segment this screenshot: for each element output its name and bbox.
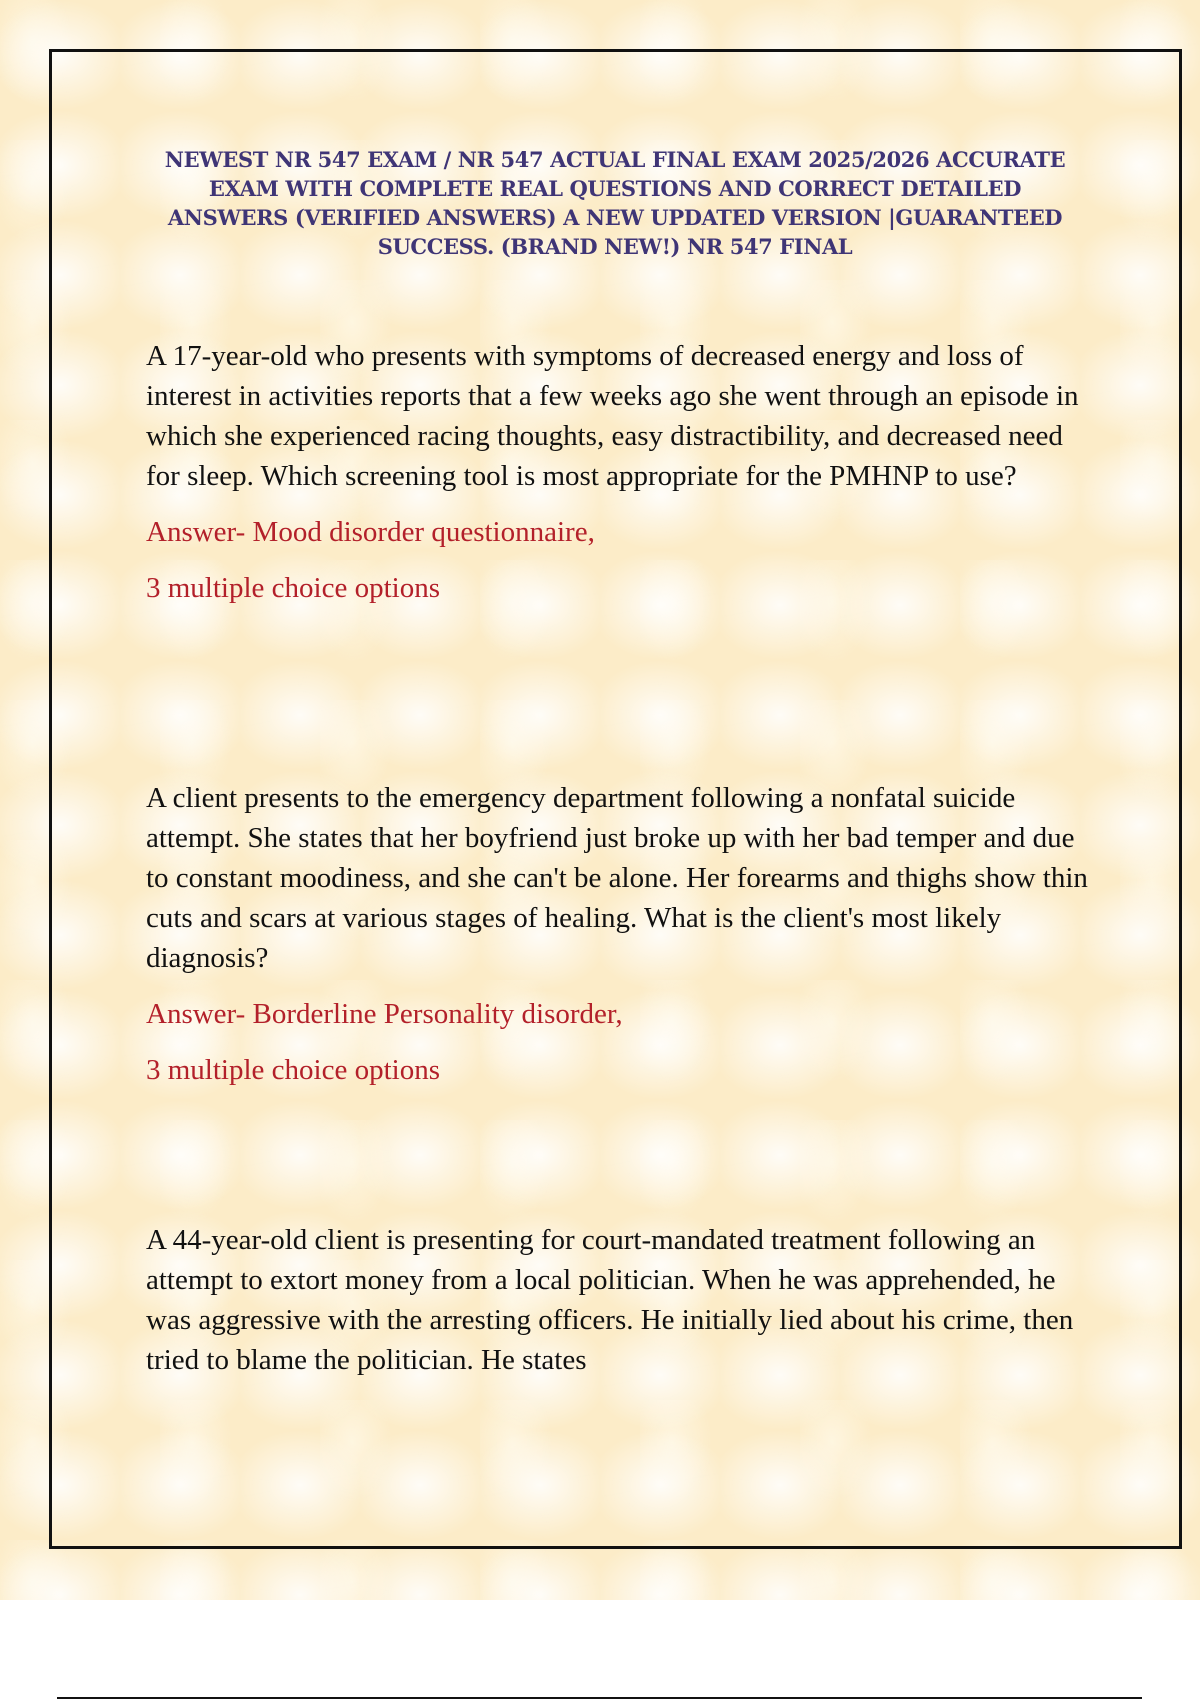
footer-divider — [57, 1697, 1142, 1699]
choices-note: 3 multiple choice options — [146, 572, 440, 604]
question-block-1 — [146, 336, 1096, 608]
question-text: A 44-year-old client is presenting for court-mandated treatment following an attempt to extort money from a local politician. When he was apprehended, he was aggressive with the arresting officers. He initially lied about his crime, then tried to blame the politician. He states — [146, 1224, 1074, 1376]
choices-note: 3 multiple choice options — [146, 1054, 440, 1086]
answer-text: Answer- Mood disorder questionnaire, — [146, 516, 595, 548]
question-block-2 — [146, 778, 1096, 1090]
question-text: A 17-year-old who presents with symptoms of decreased energy and loss of interest in activities reports that a few weeks ago she went through an episode in which she experienced racing thoughts, easy distractibility, and decreased need for sleep. Which screening tool is most appropriate for the PMHNP to use? — [146, 340, 1079, 492]
document-title: NEWEST NR 547 EXAM / NR 547 ACTUAL FINAL EXAM 2025/2026 ACCURATE EXAM WITH COMPLETE REAL QUESTIONS AND CORRECT DETAILED ANSWERS (VERIFIED ANSWERS) A NEW UPDATED VERSION |GUARANTEED SUCCESS. (BRAND NEW!) NR 547 FINAL — [164, 147, 1066, 259]
answer-text: Answer- Borderline Personality disorder, — [146, 998, 623, 1030]
question-text: A client presents to the emergency department following a nonfatal suicide attempt. She states that her boyfriend just broke up with her bad temper and due to constant moodiness, and she can't be alone. Her forearms and thighs show thin cuts and scars at various stages of healing. What is the client's most likely diagnosis? — [146, 782, 1088, 974]
question-block-3 — [146, 1220, 1096, 1380]
